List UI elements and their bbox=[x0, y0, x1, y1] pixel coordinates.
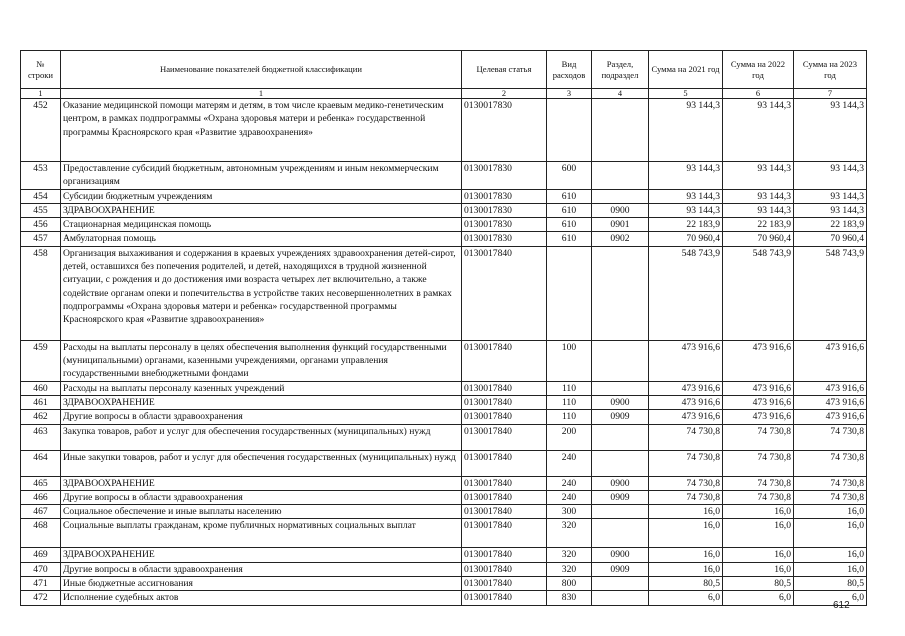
row-expense-type: 610 bbox=[547, 203, 592, 217]
row-section bbox=[592, 519, 649, 548]
row-expense-type: 300 bbox=[547, 505, 592, 519]
row-sum-2022: 74 730,8 bbox=[723, 490, 794, 504]
row-expense-type: 240 bbox=[547, 450, 592, 476]
row-target-article: 0130017830 bbox=[462, 162, 547, 190]
column-number: 1 bbox=[61, 89, 462, 99]
table-row bbox=[21, 505, 867, 519]
table-row bbox=[21, 424, 867, 450]
row-sum-2023: 74 730,8 bbox=[794, 450, 867, 476]
row-sum-2023: 16,0 bbox=[794, 562, 867, 576]
row-name: Амбулаторная помощь bbox=[61, 232, 462, 246]
row-number: 456 bbox=[21, 218, 61, 232]
row-expense-type: 200 bbox=[547, 424, 592, 450]
row-number: 467 bbox=[21, 505, 61, 519]
row-section bbox=[592, 577, 649, 591]
row-section bbox=[592, 591, 649, 605]
row-expense-type: 610 bbox=[547, 189, 592, 203]
row-expense-type bbox=[547, 99, 592, 162]
row-sum-2023: 74 730,8 bbox=[794, 424, 867, 450]
row-section: 0909 bbox=[592, 562, 649, 576]
row-sum-2022: 80,5 bbox=[723, 577, 794, 591]
row-sum-2021: 70 960,4 bbox=[649, 232, 723, 246]
row-sum-2023: 473 916,6 bbox=[794, 381, 867, 395]
row-sum-2023: 548 743,9 bbox=[794, 246, 867, 340]
row-section bbox=[592, 505, 649, 519]
header-target-article: Целевая статья bbox=[462, 51, 547, 89]
row-name: Предоставление субсидий бюджетным, автономным учреждениям и иным некоммерческим организациям bbox=[61, 162, 462, 190]
header-expense-type: Вид расходов bbox=[547, 51, 592, 89]
row-sum-2021: 16,0 bbox=[649, 562, 723, 576]
row-number: 457 bbox=[21, 232, 61, 246]
row-expense-type: 240 bbox=[547, 476, 592, 490]
table-row bbox=[21, 577, 867, 591]
row-sum-2022: 74 730,8 bbox=[723, 476, 794, 490]
row-sum-2021: 16,0 bbox=[649, 505, 723, 519]
row-section: 0900 bbox=[592, 548, 649, 562]
row-sum-2022: 16,0 bbox=[723, 548, 794, 562]
row-target-article: 0130017840 bbox=[462, 424, 547, 450]
row-sum-2023: 473 916,6 bbox=[794, 410, 867, 424]
row-sum-2021: 74 730,8 bbox=[649, 490, 723, 504]
column-number: 5 bbox=[649, 89, 723, 99]
row-number: 453 bbox=[21, 162, 61, 190]
row-number: 455 bbox=[21, 203, 61, 217]
row-name: ЗДРАВООХРАНЕНИЕ bbox=[61, 395, 462, 409]
row-sum-2023: 16,0 bbox=[794, 505, 867, 519]
header-sum-2023: Сумма на 2023 год bbox=[794, 51, 867, 89]
row-target-article: 0130017840 bbox=[462, 340, 547, 381]
row-sum-2023: 93 144,3 bbox=[794, 203, 867, 217]
row-name: Закупка товаров, работ и услуг для обеспечения государственных (муниципальных) нужд bbox=[61, 424, 462, 450]
row-target-article: 0130017840 bbox=[462, 476, 547, 490]
row-sum-2023: 22 183,9 bbox=[794, 218, 867, 232]
table-row bbox=[21, 591, 867, 605]
row-name: Другие вопросы в области здравоохранения bbox=[61, 410, 462, 424]
row-sum-2022: 548 743,9 bbox=[723, 246, 794, 340]
row-sum-2022: 93 144,3 bbox=[723, 99, 794, 162]
row-sum-2021: 93 144,3 bbox=[649, 203, 723, 217]
row-sum-2023: 473 916,6 bbox=[794, 395, 867, 409]
row-number: 465 bbox=[21, 476, 61, 490]
row-expense-type: 320 bbox=[547, 519, 592, 548]
table-header-row bbox=[21, 51, 867, 89]
row-expense-type: 110 bbox=[547, 381, 592, 395]
row-section bbox=[592, 450, 649, 476]
row-sum-2021: 93 144,3 bbox=[649, 162, 723, 190]
header-sum-2021: Сумма на 2021 год bbox=[649, 51, 723, 89]
row-sum-2021: 93 144,3 bbox=[649, 99, 723, 162]
row-expense-type: 600 bbox=[547, 162, 592, 190]
row-section: 0900 bbox=[592, 395, 649, 409]
row-expense-type: 240 bbox=[547, 490, 592, 504]
row-sum-2023: 93 144,3 bbox=[794, 99, 867, 162]
row-expense-type: 610 bbox=[547, 218, 592, 232]
row-name: ЗДРАВООХРАНЕНИЕ bbox=[61, 203, 462, 217]
row-sum-2022: 93 144,3 bbox=[723, 189, 794, 203]
column-number-row bbox=[21, 89, 867, 99]
column-number: 4 bbox=[592, 89, 649, 99]
row-section: 0909 bbox=[592, 410, 649, 424]
row-sum-2023: 80,5 bbox=[794, 577, 867, 591]
row-sum-2021: 473 916,6 bbox=[649, 395, 723, 409]
row-expense-type bbox=[547, 246, 592, 340]
row-expense-type: 800 bbox=[547, 577, 592, 591]
row-sum-2021: 473 916,6 bbox=[649, 410, 723, 424]
row-expense-type: 110 bbox=[547, 395, 592, 409]
row-sum-2022: 93 144,3 bbox=[723, 203, 794, 217]
row-sum-2022: 74 730,8 bbox=[723, 450, 794, 476]
row-sum-2023: 74 730,8 bbox=[794, 476, 867, 490]
row-sum-2023: 6,0 bbox=[794, 591, 867, 605]
row-sum-2021: 74 730,8 bbox=[649, 476, 723, 490]
row-expense-type: 110 bbox=[547, 410, 592, 424]
table-body bbox=[21, 99, 867, 606]
row-sum-2021: 548 743,9 bbox=[649, 246, 723, 340]
row-sum-2021: 473 916,6 bbox=[649, 381, 723, 395]
row-section: 0900 bbox=[592, 476, 649, 490]
row-sum-2022: 6,0 bbox=[723, 591, 794, 605]
row-target-article: 0130017840 bbox=[462, 562, 547, 576]
column-number: 1 bbox=[21, 89, 61, 99]
row-sum-2022: 16,0 bbox=[723, 505, 794, 519]
row-sum-2021: 16,0 bbox=[649, 519, 723, 548]
row-name: Другие вопросы в области здравоохранения bbox=[61, 562, 462, 576]
row-sum-2022: 473 916,6 bbox=[723, 381, 794, 395]
row-target-article: 0130017840 bbox=[462, 410, 547, 424]
table-row bbox=[21, 562, 867, 576]
row-sum-2023: 16,0 bbox=[794, 519, 867, 548]
row-sum-2022: 16,0 bbox=[723, 562, 794, 576]
row-number: 468 bbox=[21, 519, 61, 548]
row-name: Организация выхаживания и содержания в краевых учреждениях здравоохранения детей-сирот, детей, оставшихся без попечения родителей, и детей, находящихся в трудной жизненной ситуации, с рождения и до достижения ими возраста четырех лет включительно, а также содействие органам опеки и попечительства в устройстве таких несовершеннолетних в рамках подпрограммы «Охрана здоровья матери и ребенка» государственной программы Красноярского края «Развитие здравоохранения» bbox=[61, 246, 462, 340]
column-number: 3 bbox=[547, 89, 592, 99]
row-name: Иные закупки товаров, работ и услуг для обеспечения государственных (муниципальных) нужд bbox=[61, 450, 462, 476]
row-target-article: 0130017840 bbox=[462, 490, 547, 504]
row-section bbox=[592, 189, 649, 203]
row-section bbox=[592, 162, 649, 190]
page-number: 612 bbox=[833, 600, 850, 611]
row-name: ЗДРАВООХРАНЕНИЕ bbox=[61, 548, 462, 562]
row-sum-2023: 473 916,6 bbox=[794, 340, 867, 381]
row-target-article: 0130017830 bbox=[462, 232, 547, 246]
row-name: Другие вопросы в области здравоохранения bbox=[61, 490, 462, 504]
header-name: Наименование показателей бюджетной классификации bbox=[61, 51, 462, 89]
table-row bbox=[21, 490, 867, 504]
row-number: 458 bbox=[21, 246, 61, 340]
row-section: 0900 bbox=[592, 203, 649, 217]
row-sum-2021: 74 730,8 bbox=[649, 450, 723, 476]
row-name: Стационарная медицинская помощь bbox=[61, 218, 462, 232]
row-target-article: 0130017840 bbox=[462, 548, 547, 562]
header-section: Раздел, подраздел bbox=[592, 51, 649, 89]
row-section bbox=[592, 424, 649, 450]
row-section: 0901 bbox=[592, 218, 649, 232]
row-name: Социальное обеспечение и иные выплаты населению bbox=[61, 505, 462, 519]
row-target-article: 0130017840 bbox=[462, 395, 547, 409]
row-name: Иные бюджетные ассигнования bbox=[61, 577, 462, 591]
table-row bbox=[21, 340, 867, 381]
row-target-article: 0130017830 bbox=[462, 99, 547, 162]
table-row bbox=[21, 203, 867, 217]
row-sum-2021: 93 144,3 bbox=[649, 189, 723, 203]
row-number: 460 bbox=[21, 381, 61, 395]
row-number: 452 bbox=[21, 99, 61, 162]
row-section: 0909 bbox=[592, 490, 649, 504]
column-number: 6 bbox=[723, 89, 794, 99]
table-row bbox=[21, 476, 867, 490]
row-target-article: 0130017830 bbox=[462, 203, 547, 217]
table-row bbox=[21, 450, 867, 476]
row-target-article: 0130017840 bbox=[462, 381, 547, 395]
row-sum-2023: 93 144,3 bbox=[794, 189, 867, 203]
row-section bbox=[592, 246, 649, 340]
row-sum-2021: 6,0 bbox=[649, 591, 723, 605]
table-row bbox=[21, 162, 867, 190]
row-expense-type: 100 bbox=[547, 340, 592, 381]
row-number: 464 bbox=[21, 450, 61, 476]
row-number: 461 bbox=[21, 395, 61, 409]
row-sum-2022: 22 183,9 bbox=[723, 218, 794, 232]
row-section bbox=[592, 340, 649, 381]
row-target-article: 0130017830 bbox=[462, 218, 547, 232]
table-row bbox=[21, 99, 867, 162]
header-row-no: № строки bbox=[21, 51, 61, 89]
row-number: 466 bbox=[21, 490, 61, 504]
row-target-article: 0130017840 bbox=[462, 591, 547, 605]
row-sum-2023: 74 730,8 bbox=[794, 490, 867, 504]
row-number: 462 bbox=[21, 410, 61, 424]
column-number: 7 bbox=[794, 89, 867, 99]
table-row bbox=[21, 218, 867, 232]
table-row bbox=[21, 189, 867, 203]
row-sum-2022: 93 144,3 bbox=[723, 162, 794, 190]
row-sum-2022: 473 916,6 bbox=[723, 340, 794, 381]
table-row bbox=[21, 519, 867, 548]
row-name: Социальные выплаты гражданам, кроме публичных нормативных социальных выплат bbox=[61, 519, 462, 548]
row-number: 454 bbox=[21, 189, 61, 203]
row-target-article: 0130017840 bbox=[462, 505, 547, 519]
row-number: 470 bbox=[21, 562, 61, 576]
row-sum-2022: 16,0 bbox=[723, 519, 794, 548]
budget-table bbox=[20, 50, 867, 606]
row-sum-2023: 93 144,3 bbox=[794, 162, 867, 190]
row-target-article: 0130017840 bbox=[462, 577, 547, 591]
header-sum-2022: Сумма на 2022 год bbox=[723, 51, 794, 89]
column-number: 2 bbox=[462, 89, 547, 99]
row-number: 472 bbox=[21, 591, 61, 605]
table-row bbox=[21, 410, 867, 424]
row-name: Исполнение судебных актов bbox=[61, 591, 462, 605]
row-sum-2023: 70 960,4 bbox=[794, 232, 867, 246]
table-row bbox=[21, 232, 867, 246]
row-expense-type: 830 bbox=[547, 591, 592, 605]
row-sum-2022: 74 730,8 bbox=[723, 424, 794, 450]
row-sum-2022: 473 916,6 bbox=[723, 410, 794, 424]
row-target-article: 0130017830 bbox=[462, 189, 547, 203]
row-sum-2021: 22 183,9 bbox=[649, 218, 723, 232]
row-name: Субсидии бюджетным учреждениям bbox=[61, 189, 462, 203]
row-number: 463 bbox=[21, 424, 61, 450]
row-sum-2021: 80,5 bbox=[649, 577, 723, 591]
row-sum-2021: 16,0 bbox=[649, 548, 723, 562]
row-number: 459 bbox=[21, 340, 61, 381]
row-name: Оказание медицинской помощи матерям и детям, в том числе краевым медико-генетическим центром, в рамках подпрограммы «Охрана здоровья матери и ребенка» государственной программы Красноярского края «Развитие здравоохранения» bbox=[61, 99, 462, 162]
row-section bbox=[592, 99, 649, 162]
row-sum-2021: 473 916,6 bbox=[649, 340, 723, 381]
row-sum-2021: 74 730,8 bbox=[649, 424, 723, 450]
table-row bbox=[21, 246, 867, 340]
table-row bbox=[21, 381, 867, 395]
row-target-article: 0130017840 bbox=[462, 246, 547, 340]
row-number: 469 bbox=[21, 548, 61, 562]
row-section: 0902 bbox=[592, 232, 649, 246]
row-section bbox=[592, 381, 649, 395]
table-row bbox=[21, 548, 867, 562]
row-expense-type: 320 bbox=[547, 562, 592, 576]
row-target-article: 0130017840 bbox=[462, 519, 547, 548]
row-name: ЗДРАВООХРАНЕНИЕ bbox=[61, 476, 462, 490]
row-sum-2022: 70 960,4 bbox=[723, 232, 794, 246]
row-name: Расходы на выплаты персоналу казенных учреждений bbox=[61, 381, 462, 395]
row-sum-2023: 16,0 bbox=[794, 548, 867, 562]
row-name: Расходы на выплаты персоналу в целях обеспечения выполнения функций государственными (муниципальными) органами, казенными учреждениями, органами управления государственными внебюджетными фондами bbox=[61, 340, 462, 381]
row-target-article: 0130017840 bbox=[462, 450, 547, 476]
row-expense-type: 610 bbox=[547, 232, 592, 246]
row-sum-2022: 473 916,6 bbox=[723, 395, 794, 409]
row-number: 471 bbox=[21, 577, 61, 591]
row-expense-type: 320 bbox=[547, 548, 592, 562]
table-row bbox=[21, 395, 867, 409]
